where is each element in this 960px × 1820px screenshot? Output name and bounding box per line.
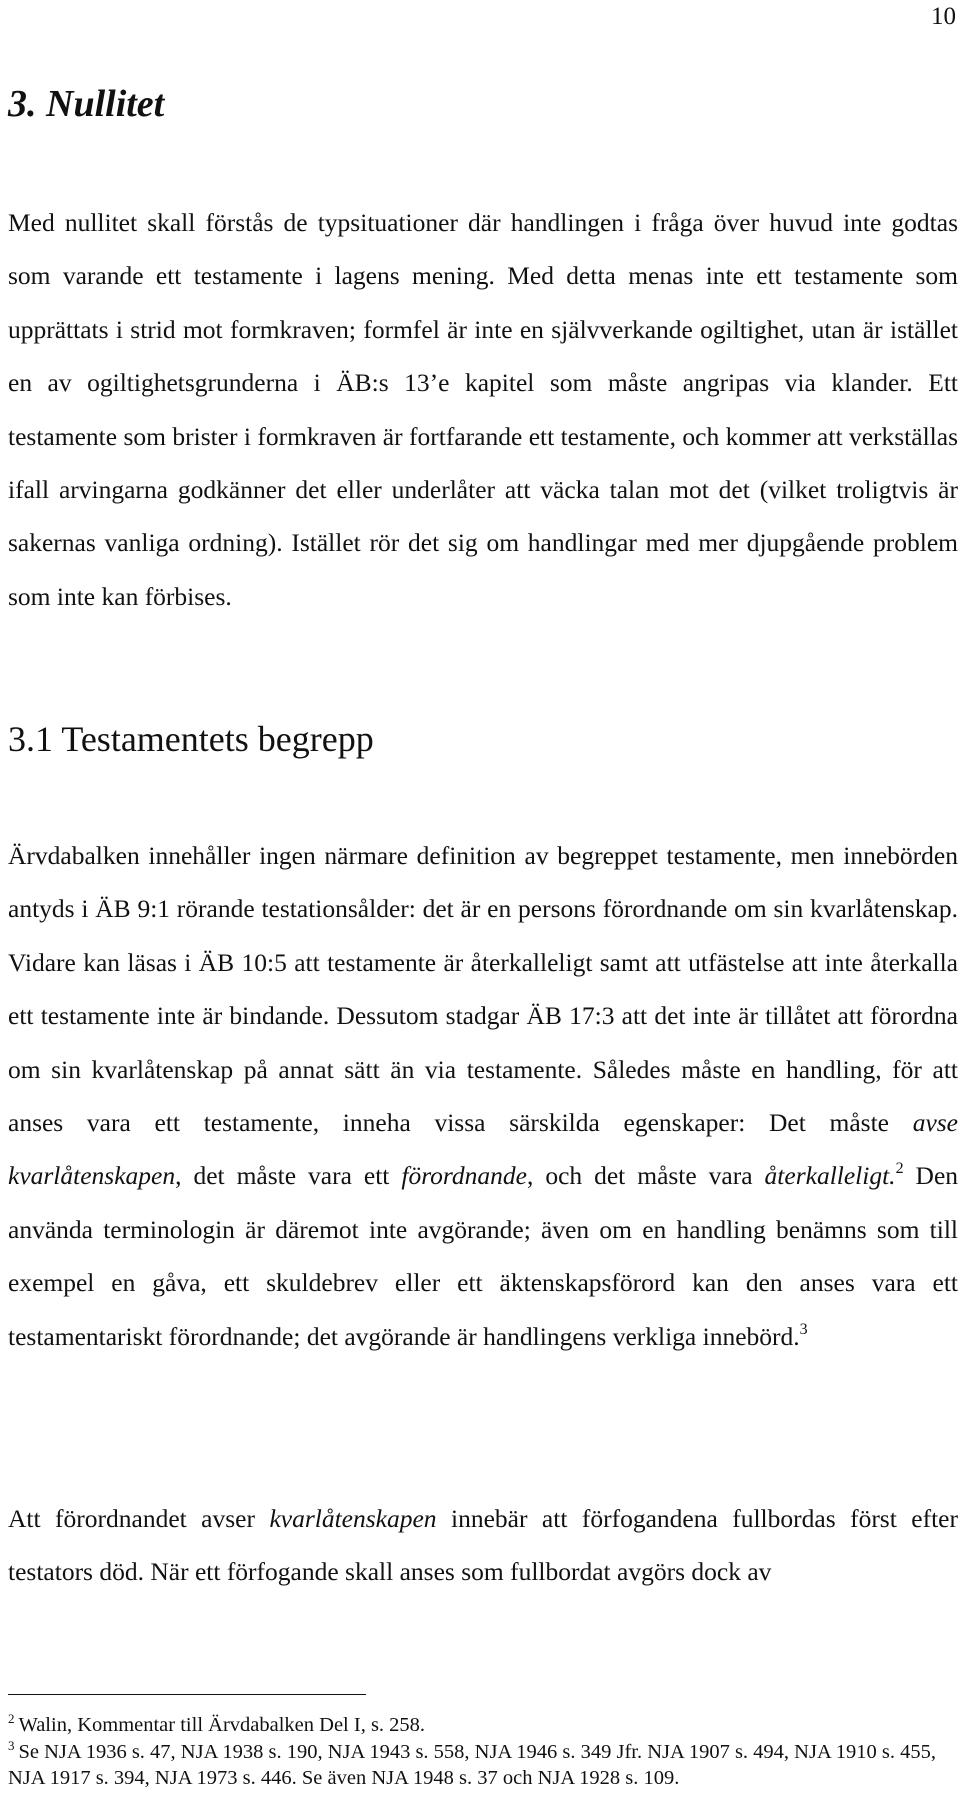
footnote-text: Walin, Kommentar till Ärvdabalken Del I, s. 258. (18, 1714, 426, 1736)
paragraph-text: , och det måste vara (526, 1161, 765, 1191)
paragraph-text: Att förordnandet avser (8, 1504, 270, 1533)
footnote-number: 2 (8, 1711, 15, 1726)
chapter-paragraph: Med nullitet skall förstås de typsituationer där handlingen i fråga över huvud inte godtas som varande ett testamente i lagens mening. Med detta menas inte ett testamente som upprättats i strid mot formkraven; formfel är inte en självverkande ogiltighet, utan är istället en av ogiltighetsgrunderna i ÄB:s 13’e kapitel som måste angripas via klander. Ett testamente som brister i formkraven är fortfarande ett testamente, och kommer att verkställas ifall arvingarna godkänner det eller underlåter att väcka talan mot det (vilket troligtvis är sakernas vanliga ordning). Istället rör det sig om handlingar med mer djupgående problem som inte kan förbises. (8, 208, 958, 611)
paragraph-text: Den använda terminologin är däremot inte avgörande; även om en handling benämns som till exempel en gåva, ett skuldebrev eller ett äktenskapsförord kan den anses vara ett testamentariskt förordnande; det avgörande är handlingens verkliga innebörd. (8, 1161, 959, 1351)
paragraph-text: Ärvdabalken innehåller ingen närmare definition av begreppet testamente, men innebörden antyds i ÄB 9:1 rörande testationsålder: det är en persons förordnande om sin kvarlåtenskap. Vidare kan läsas i ÄB 10:5 att testamente är återkalleligt samt att utfästelse att inte återkalla ett testamente inte är bindande. Dessutom stadgar ÄB 17:3 att det inte är tillåtet att förordna om sin kvarlåtenskap på annat sätt än via testamente. Således måste en handling, för att anses vara ett testamente, inneha vissa särskilda egenskaper: Det måste (8, 841, 958, 1138)
section-paragraph (8, 829, 958, 1363)
paragraph-text: , det måste vara ett (175, 1161, 402, 1191)
footnote-2 (8, 1712, 958, 1738)
footnote-3 (8, 1739, 958, 1791)
emphasis-aterkalleligt: återkalleligt. (764, 1161, 896, 1191)
footnote-text: Se NJA 1936 s. 47, NJA 1938 s. 190, NJA 1943 s. 558, NJA 1946 s. 349 Jfr. NJA 1907 s. 494, NJA 1910 s. 455, NJA 1917 s. 394, NJA 1973 s. 446. Se även NJA 1948 s. 37 och NJA 1928 s. 109. (8, 1741, 936, 1789)
section-paragraph-2 (8, 1492, 958, 1599)
emphasis-avse-kvarlatenskapen: avse kvarlåtenskapen (8, 1108, 958, 1191)
footnote-reference[interactable]: 3 (799, 1320, 808, 1338)
page-number: 10 (931, 3, 956, 30)
paragraph-text: innebär att förfogandena fullbordas först efter testators död. När ett förfogande skall anses som fullbordat avgörs dock av (8, 1504, 958, 1587)
chapter-title: 3. Nullitet (8, 83, 165, 125)
emphasis-kvarlatenskapen: kvarlåtenskapen (269, 1504, 437, 1533)
footnote-divider (8, 1694, 366, 1695)
footnote-reference[interactable]: 2 (895, 1160, 904, 1178)
section-title: 3.1 Testamentets begrepp (8, 719, 374, 759)
footnote-number: 3 (8, 1738, 15, 1753)
emphasis-forordnande: förordnande (401, 1161, 527, 1191)
footnotes (8, 1712, 958, 1792)
